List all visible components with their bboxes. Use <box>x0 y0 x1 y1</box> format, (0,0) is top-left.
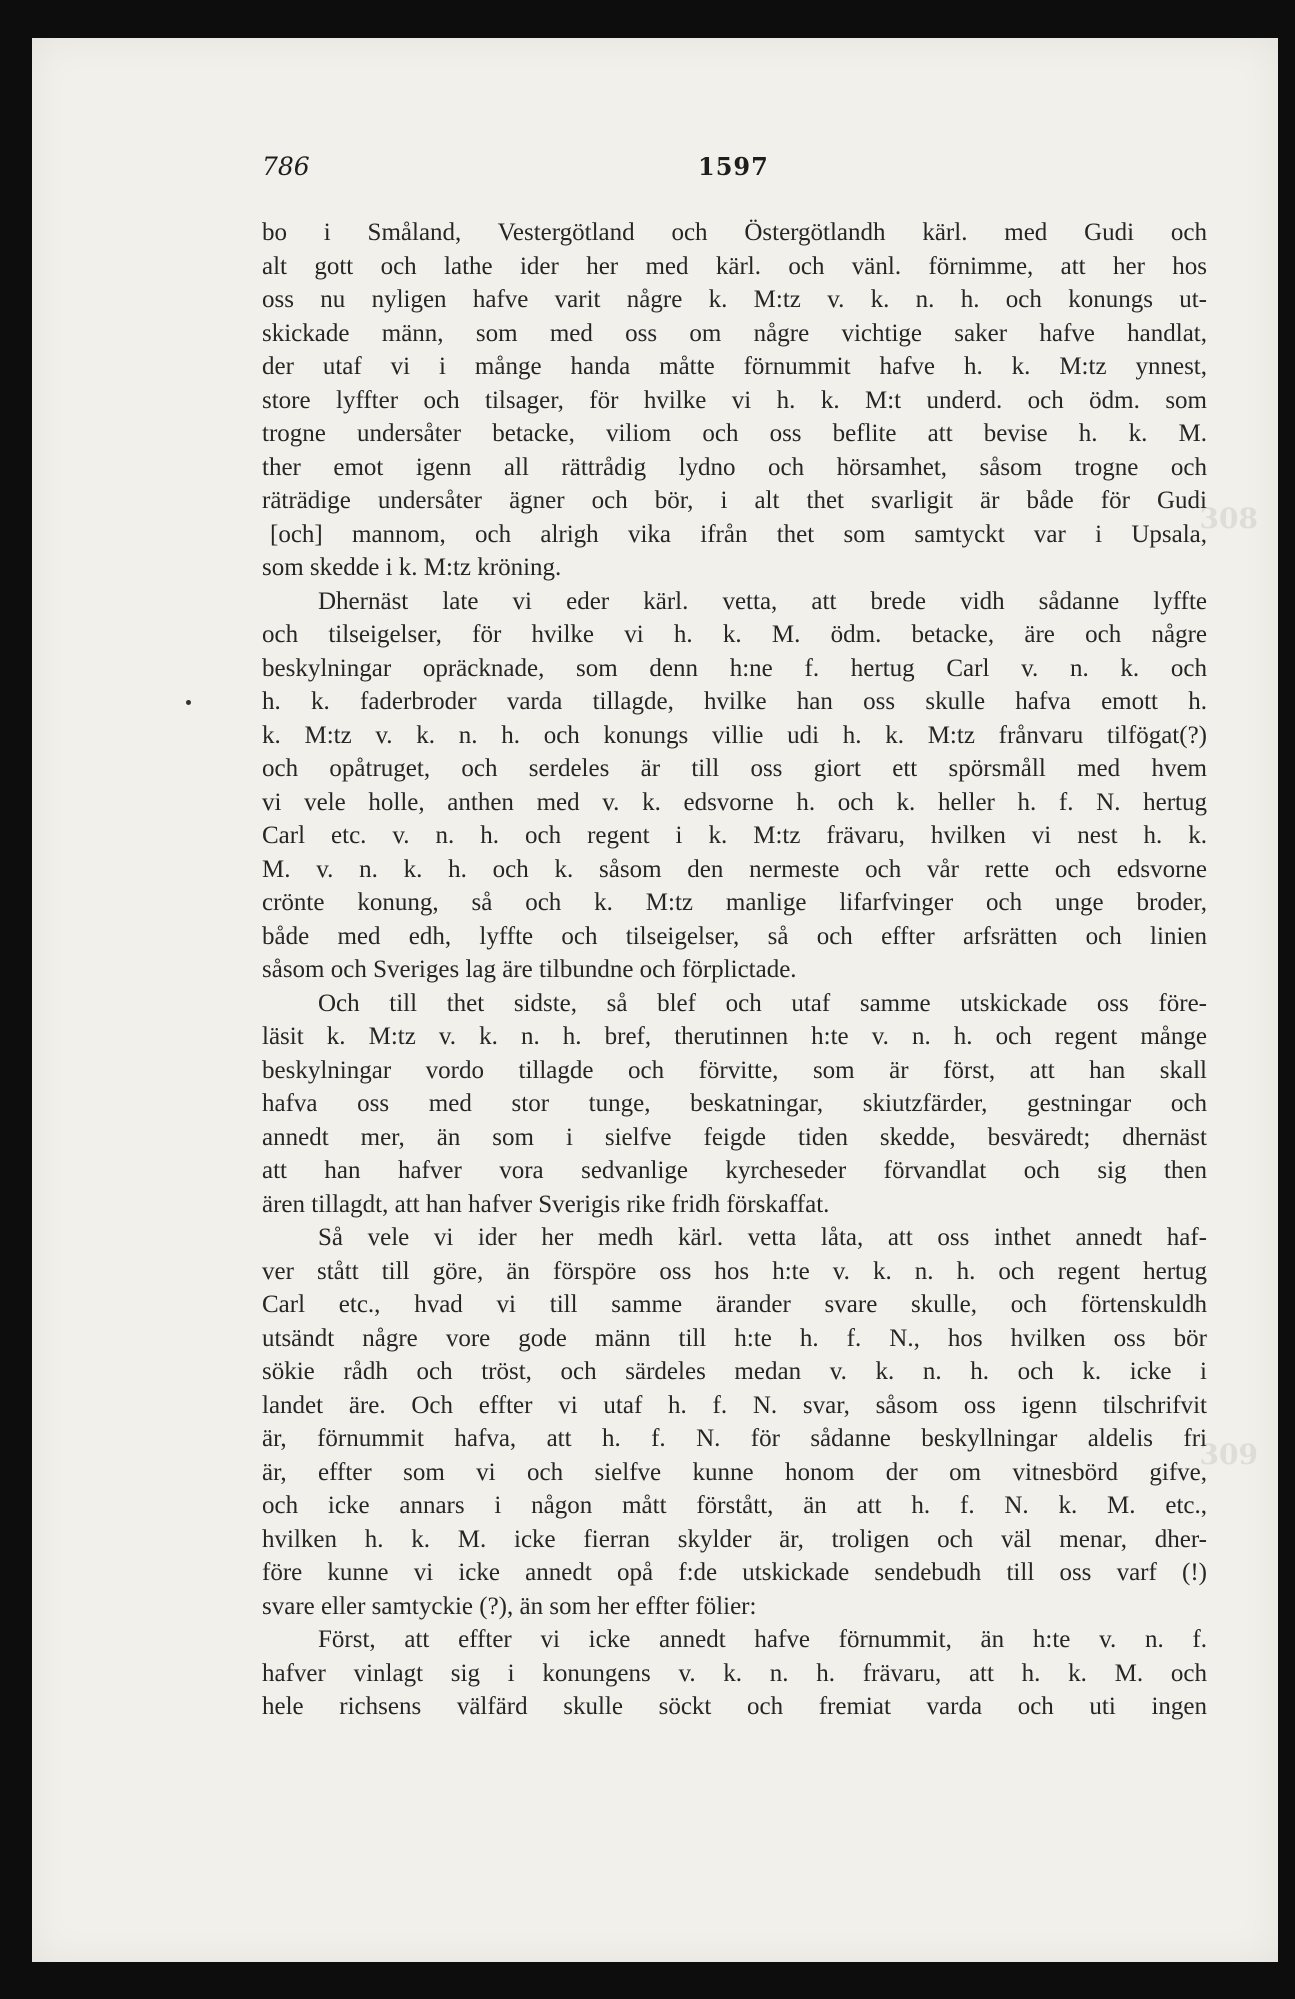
text-line: bo i Småland, Vestergötland och Östergötlandh kärl. med Gudi och <box>262 219 1207 246</box>
text-line: Först, att effter vi icke annedt hafve förnummit, än h:te v. n. f. <box>318 1626 1207 1653</box>
text-line: der utaf vi i månge handa måtte förnummit hafve h. k. M:tz ynnest, <box>262 353 1207 380</box>
text-line: ther emot igenn all rättrådig lydno och hörsamhet, såsom trogne och <box>262 453 1207 481</box>
text-line: räträdige undersåter ägner och bör, i alt thet svarligit är både för Gudi <box>262 487 1207 514</box>
text-line: före kunne vi icke annedt opå f:de utskickade sendebudh till oss varf (!) <box>262 1559 1207 1586</box>
text-line: svare eller samtyckie (?), än som her effter fölier: <box>262 1592 757 1620</box>
text-line: är, förnummit hafva, att h. f. N. för sådanne beskyllningar aldelis fri <box>262 1425 1207 1452</box>
text-line: h. k. faderbroder varda tillagde, hvilke han oss skulle hafva emott h. <box>262 688 1207 715</box>
text-line: hele richsens välfärd skulle söckt och fremiat varda och uti ingen <box>262 1693 1207 1720</box>
text-line: landet äre. Och effter vi utaf h. f. N. svar, såsom oss igenn tilschrifvit <box>262 1391 1207 1419</box>
text-line: store lyffter och tilsager, för hvilke vi h. k. M:t underd. och ödm. som <box>262 386 1207 414</box>
text-line: hafva oss med stor tunge, beskatningar, skiutzfärder, gestningar och <box>262 1090 1207 1117</box>
text-line: ären tillagdt, att han hafver Sverigis rike fridh förskaffat. <box>262 1190 830 1218</box>
text-line: [och] mannom, och alrigh vika ifrån thet som samtyckt var i Upsala, <box>270 520 1207 548</box>
text-line: såsom och Sveriges lag äre tilbundne och förplictade. <box>262 956 797 983</box>
text-line: som skedde i k. M:tz kröning. <box>262 554 562 581</box>
text-line: beskylningar opräcknade, som denn h:ne f. hertug Carl v. n. k. och <box>262 654 1207 682</box>
text-line: oss nu nyligen hafve varit någre k. M:tz v. k. n. h. och konungs ut- <box>262 286 1207 313</box>
text-line: Dhernäst late vi eder kärl. vetta, att brede vidh sådanne lyffte <box>318 587 1207 615</box>
margin-speck <box>186 700 191 705</box>
text-line: trogne undersåter betacke, viliom och oss beflite att bevise h. k. M. <box>262 420 1207 447</box>
text-line: hafver vinlagt sig i konungens v. k. n. h. frävaru, att h. k. M. och <box>262 1659 1207 1687</box>
text-line: ver stått till göre, än förspöre oss hos h:te v. k. n. h. och regent hertug <box>262 1257 1207 1285</box>
text-line: skickade männ, som med oss om någre vichtige saker hafve handlat, <box>262 319 1207 347</box>
text-line: alt gott och lathe ider her med kärl. och vänl. förnimme, att her hos <box>262 252 1207 280</box>
text-line: och icke annars i någon mått förstått, än att h. f. N. k. M. etc., <box>262 1492 1207 1519</box>
bleed-through-marginal-number: 309 <box>1199 1438 1258 1471</box>
text-line: beskylningar vordo tillagde och förvitte, som är först, att han skall <box>262 1056 1207 1084</box>
text-line: utsändt någre vore gode männ till h:te h. f. N., hos hvilken oss bör <box>262 1324 1207 1352</box>
text-line: vi vele holle, anthen med v. k. edsvorne h. och k. heller h. f. N. hertug <box>262 788 1207 816</box>
text-line: och tilseigelser, för hvilke vi h. k. M. ödm. betacke, äre och någre <box>262 621 1207 648</box>
text-line: Carl etc., hvad vi till samme ärander svare skulle, och förtenskuldh <box>262 1291 1207 1318</box>
text-line: sökie rådh och tröst, och särdeles medan v. k. n. h. och k. icke i <box>262 1358 1207 1385</box>
page-header <box>262 152 1207 188</box>
bleed-through-marginal-number: 308 <box>1199 502 1258 535</box>
text-line: annedt mer, än som i sielfve feigde tiden skedde, besväredt; dhernäst <box>262 1123 1207 1151</box>
text-line: crönte konung, så och k. M:tz manlige lifarfvinger och unge broder, <box>262 889 1207 916</box>
document-body <box>262 216 1207 1724</box>
text-line: M. v. n. k. h. och k. såsom den nermeste och vår rette och edsvorne <box>262 855 1207 883</box>
text-line: att han hafver vora sedvanlige kyrcheseder förvandlat och sig then <box>262 1157 1207 1184</box>
text-line: Så vele vi ider her medh kärl. vetta låta, att oss inthet annedt haf- <box>318 1224 1207 1251</box>
text-line: både med edh, lyffte och tilseigelser, så och effter arfsrätten och linien <box>262 922 1207 950</box>
text-line: är, effter som vi och sielfve kunne honom der om vitnesbörd gifve, <box>262 1458 1207 1486</box>
text-line: och opåtruget, och serdeles är till oss giort ett spörsmåll med hvem <box>262 755 1207 782</box>
text-line: Carl etc. v. n. h. och regent i k. M:tz frävaru, hvilken vi nest h. k. <box>262 822 1207 849</box>
page-number: 786 <box>262 152 310 181</box>
text-line: Och till thet sidste, så blef och utaf samme utskickade oss före- <box>318 989 1207 1017</box>
text-line: läsit k. M:tz v. k. n. h. bref, therutinnen h:te v. n. h. och regent månge <box>262 1023 1207 1050</box>
running-head-year: 1597 <box>698 152 769 181</box>
text-line: k. M:tz v. k. n. h. och konungs villie udi h. k. M:tz frånvaru tilfögat(?) <box>262 721 1207 749</box>
text-line: hvilken h. k. M. icke fierran skylder är, troligen och väl menar, dher- <box>262 1525 1207 1553</box>
